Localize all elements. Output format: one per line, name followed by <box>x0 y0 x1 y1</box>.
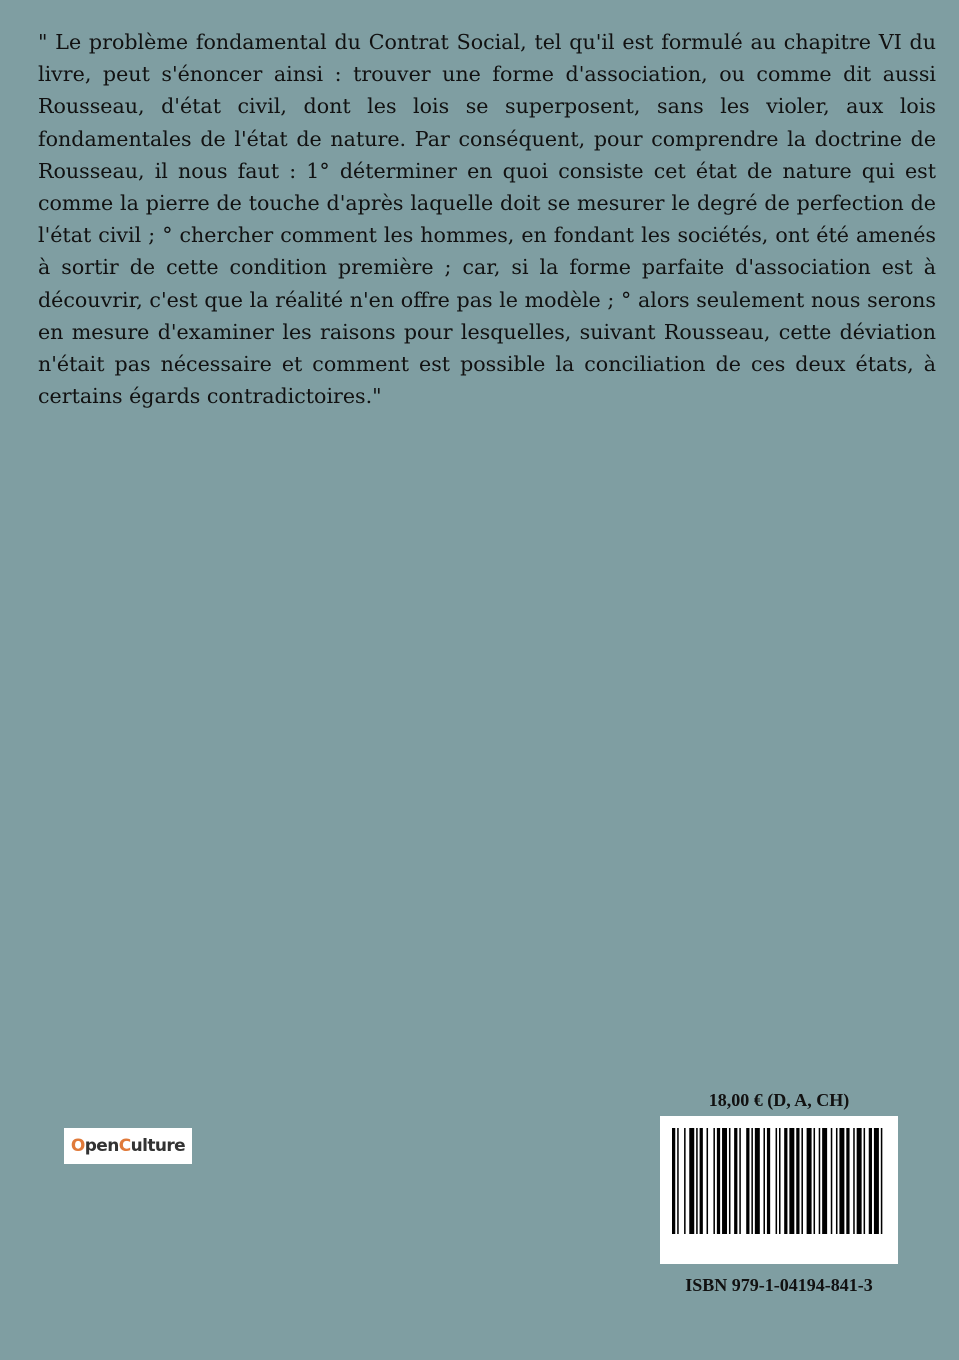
price-label: 18,00 € (D, A, CH) <box>708 1090 850 1110</box>
isbn-label: ISBN 979-1-04194-841-3 <box>685 1275 873 1295</box>
publisher-logo: O pen C ulture <box>64 1128 192 1164</box>
barcode <box>660 1116 898 1264</box>
back-cover-blurb: " Le problème fondamental du Contrat Social, tel qu'il est formulé au chapitre VI du livre, peut s'énoncer ainsi : trouver une forme d'association, ou comme dit aussi Rousseau, d'état civil, dont les lois se superposent, sans les violer, aux lois fondamentales de l'état de nature. Par conséquent, pour comprendre la doctrine de Rousseau, il nous faut : 1° déterminer en quoi consiste cet état de nature qui est comme la pierre de touche d'après laquelle doit se mesurer le degré de perfection de l'état civil ; ° chercher comment les hommes, en fondant les sociétés, ont été amenés à sortir de cette condition première ; car, si la forme parfaite d'association est à découvrir, c'est que la réalité n'en offre pas le modèle ; ° alors seulement nous serons en mesure d'examiner les raisons pour lesquelles, suivant Rousseau, cette déviation n'était pas nécessaire et comment est possible la conciliation de ces deux états, à certains égards contradictoires." <box>38 30 936 409</box>
barcode-icon <box>672 1128 886 1234</box>
